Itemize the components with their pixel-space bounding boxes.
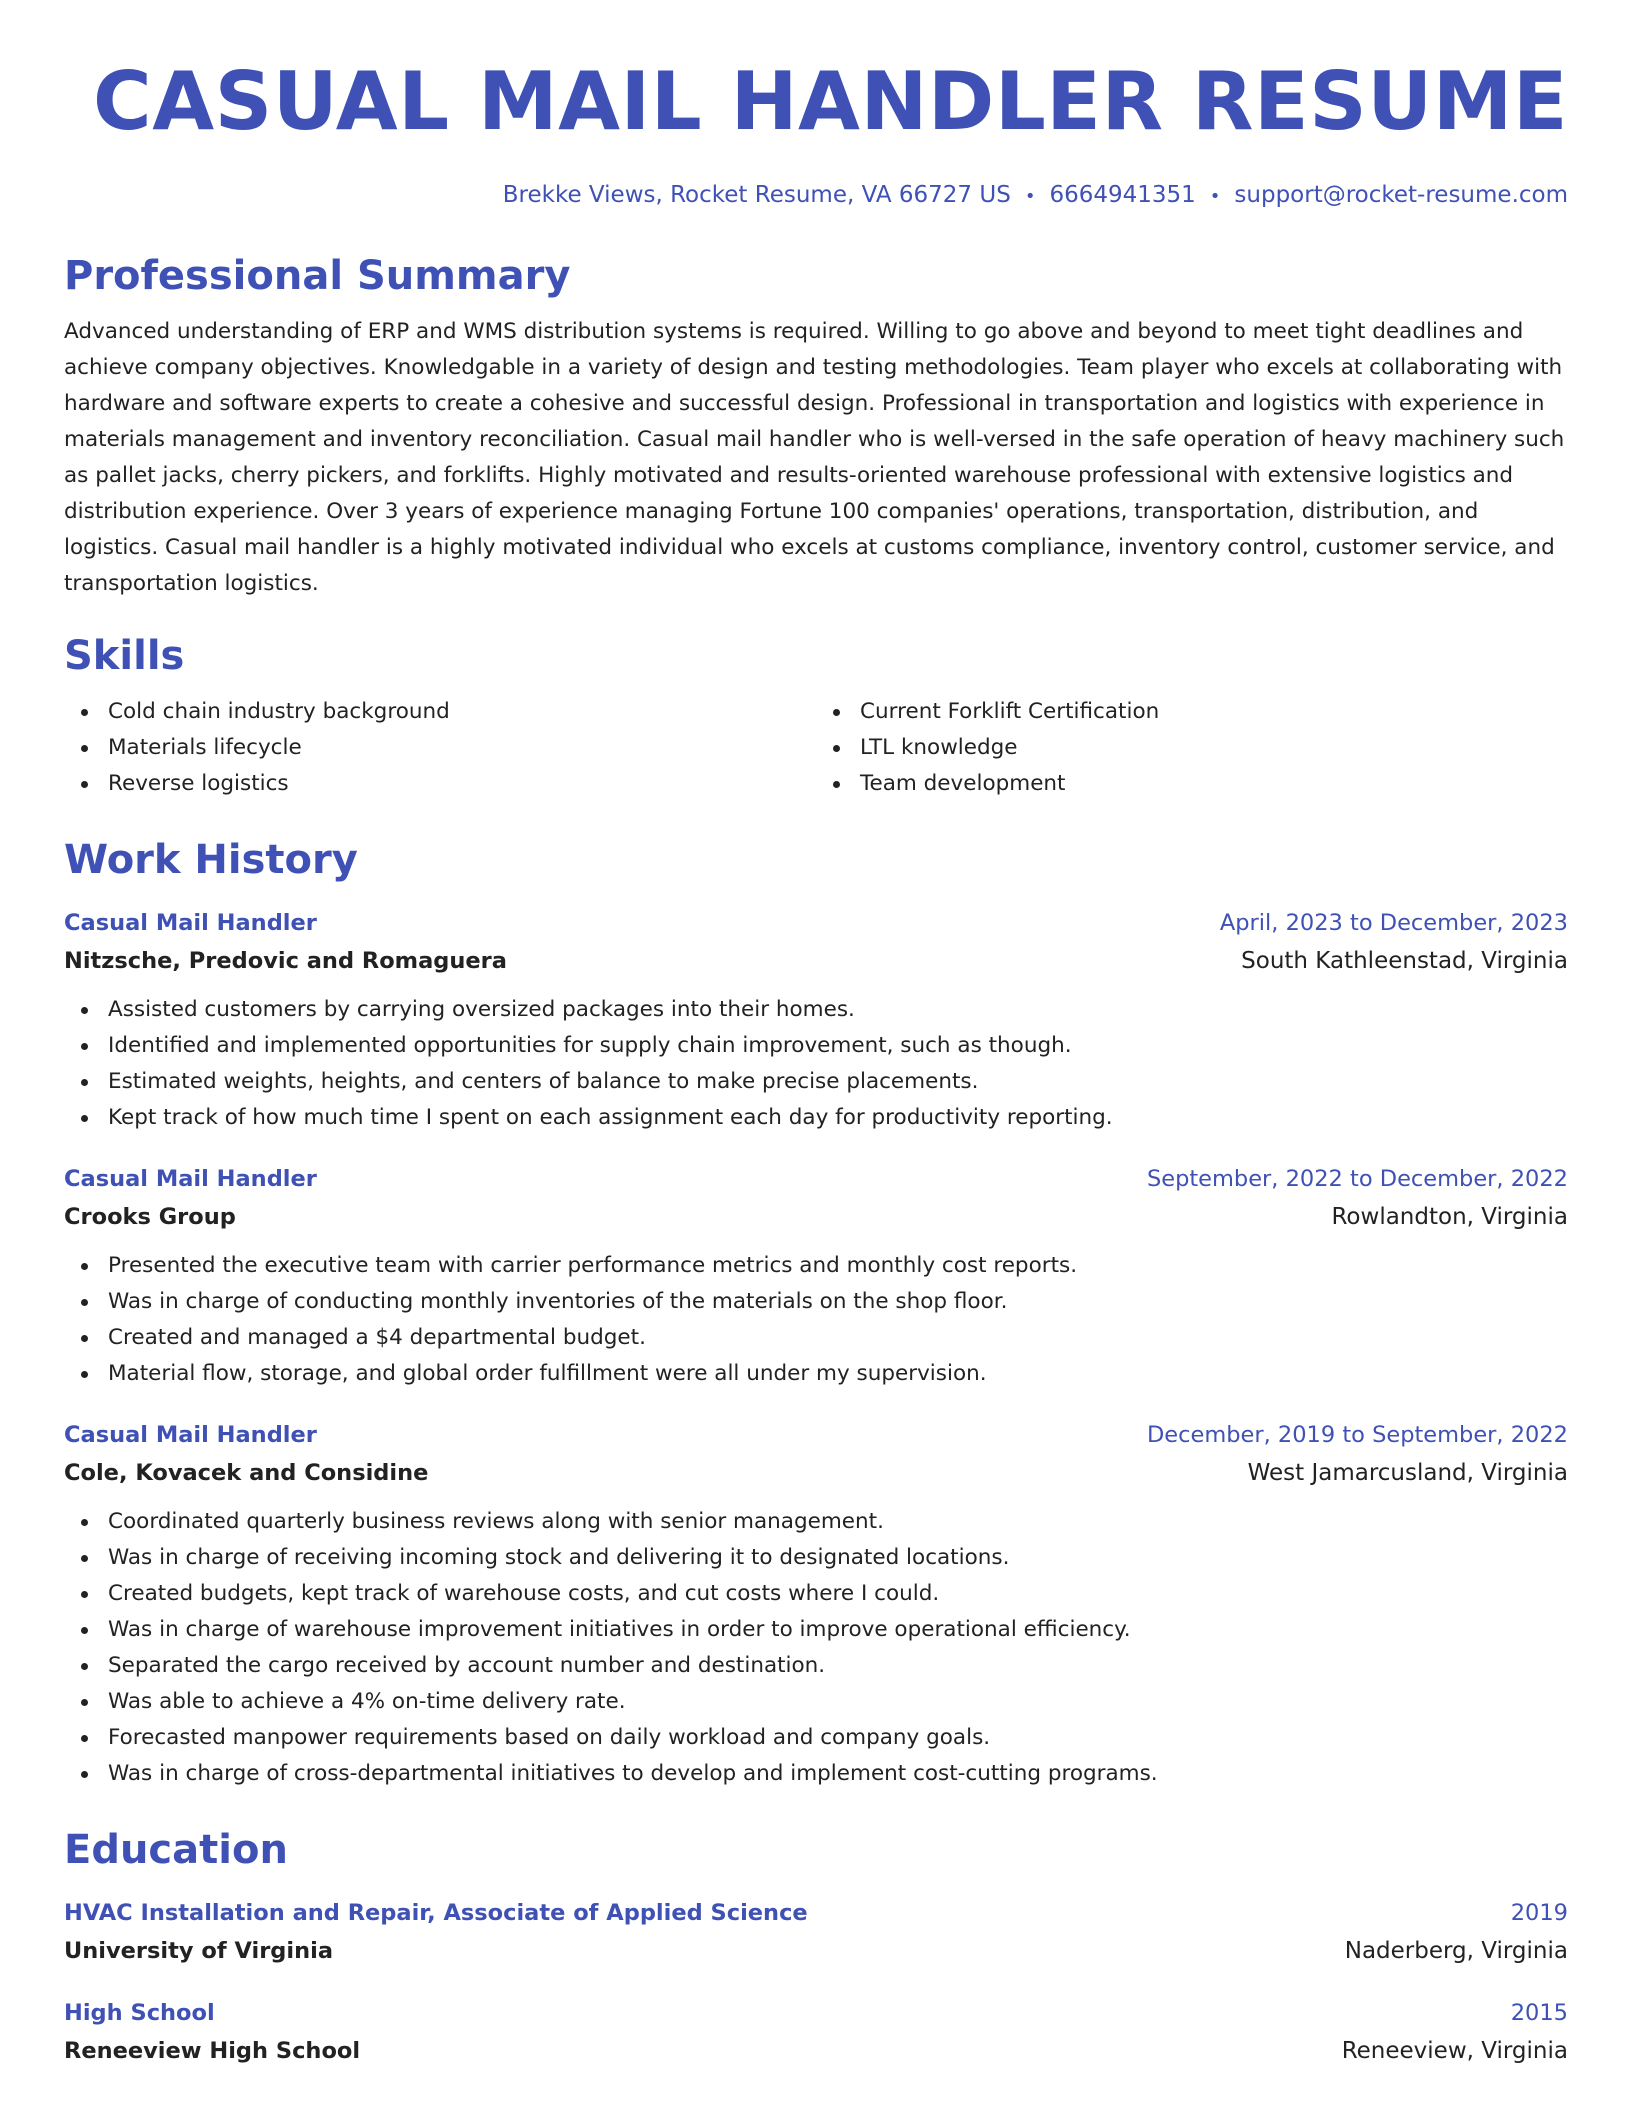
contact-line [64, 180, 1568, 212]
job-bullet: Created and managed a $4 departmental budget. [64, 1320, 1568, 1356]
education-entry [64, 1894, 1568, 1970]
job-dates: September, 2022 to December, 2022 [1146, 1166, 1568, 1192]
job-title: Casual Mail Handler [64, 1166, 317, 1192]
job-bullet: Was in charge of receiving incoming stock and delivering it to designated locations. [64, 1540, 1568, 1576]
section-title-education: Education [64, 1827, 288, 1873]
resume-title: CASUAL MAIL HANDLER RESUME [93, 55, 1568, 148]
education-entry [64, 1994, 1568, 2070]
job-title: Casual Mail Handler [64, 910, 317, 936]
job-dates: April, 2023 to December, 2023 [1219, 910, 1568, 936]
job-bullet: Assisted customers by carrying oversized packages into their homes. [64, 992, 1568, 1028]
job-bullet: Material flow, storage, and global order fulfillment were all under my supervision. [64, 1356, 1568, 1392]
job-bullet: Presented the executive team with carrier performance metrics and monthly cost reports. [64, 1248, 1568, 1284]
job-bullet: Kept track of how much time I spent on each assignment each day for productivity reporting. [64, 1100, 1568, 1136]
section-title-work-history: Work History [64, 837, 358, 883]
education-degree: High School [64, 2000, 215, 2026]
job-bullet: Was able to achieve a 4% on-time delivery rate. [64, 1684, 1568, 1720]
education-school: University of Virginia [64, 1938, 334, 1964]
education-school: Reneeview High School [64, 2038, 361, 2064]
education-year: 2015 [1510, 2000, 1568, 2026]
job-entry [64, 1416, 1568, 1792]
job-bullet: Separated the cargo received by account number and destination. [64, 1648, 1568, 1684]
job-bullets [64, 992, 1568, 1136]
job-company: Cole, Kovacek and Considine [64, 1460, 429, 1486]
job-bullet: Coordinated quarterly business reviews along with senior management. [64, 1504, 1568, 1540]
job-bullet: Forecasted manpower requirements based on daily workload and company goals. [64, 1720, 1568, 1756]
job-bullet: Was in charge of conducting monthly inventories of the materials on the shop floor. [64, 1284, 1568, 1320]
education-year: 2019 [1510, 1900, 1568, 1926]
contact-separator: • [1024, 186, 1036, 207]
contact-separator: • [1209, 186, 1221, 207]
skill-item: Current Forklift Certification [816, 694, 1568, 730]
job-company: Crooks Group [64, 1204, 236, 1230]
skill-item: Team development [816, 766, 1568, 802]
contact-email[interactable]: support@rocket-resume.com [1234, 182, 1568, 208]
job-bullet: Was in charge of cross-departmental initiatives to develop and implement cost-cutting programs. [64, 1756, 1568, 1792]
skill-item: Reverse logistics [64, 766, 816, 802]
skill-item: Cold chain industry background [64, 694, 816, 730]
job-title: Casual Mail Handler [64, 1422, 317, 1448]
skills-column-right [816, 694, 1568, 802]
section-title-summary: Professional Summary [64, 253, 571, 299]
education-location: Naderberg, Virginia [1344, 1938, 1568, 1964]
contact-phone: 6664941351 [1049, 182, 1196, 208]
job-bullet: Was in charge of warehouse improvement initiatives in order to improve operational efficiency. [64, 1612, 1568, 1648]
education-degree: HVAC Installation and Repair, Associate of Applied Science [64, 1900, 808, 1926]
job-bullets [64, 1504, 1568, 1792]
job-bullet: Estimated weights, heights, and centers of balance to make precise placements. [64, 1064, 1568, 1100]
skills-list [64, 694, 1568, 802]
job-location: Rowlandton, Virginia [1331, 1204, 1568, 1230]
contact-address: Brekke Views, Rocket Resume, VA 66727 US [502, 182, 1011, 208]
skill-item: Materials lifecycle [64, 730, 816, 766]
job-location: South Kathleenstad, Virginia [1241, 948, 1568, 974]
skills-column-left [64, 694, 816, 802]
job-location: West Jamarcusland, Virginia [1247, 1460, 1568, 1486]
job-dates: December, 2019 to September, 2022 [1146, 1422, 1568, 1448]
summary-text: Advanced understanding of ERP and WMS distribution systems is required. Willing to go above and beyond to meet tight deadlines and achieve company objectives. Knowledgable in a variety of design and testing methodologies. Team player who excels at collaborating with hardware and software experts to create a cohesive and successful design. Professional in transportation and logistics with experience in materials management and inventory reconciliation. Casual mail handler who is well-versed in the safe operation of heavy machinery such as pallet jacks, cherry pickers, and forklifts. Highly motivated and results-oriented warehouse professional with extensive logistics and distribution experience. Over 3 years of experience managing Fortune 100 companies' operations, transportation, distribution, and logistics. Casual mail handler is a highly motivated individual who excels at customs compliance, inventory control, customer service, and transportation logistics. [64, 319, 1565, 596]
job-bullet: Created budgets, kept track of warehouse costs, and cut costs where I could. [64, 1576, 1568, 1612]
job-bullets [64, 1248, 1568, 1392]
section-title-skills: Skills [64, 633, 185, 679]
skill-item: LTL knowledge [816, 730, 1568, 766]
education-location: Reneeview, Virginia [1341, 2038, 1568, 2064]
job-entry [64, 1160, 1568, 1392]
job-entry [64, 904, 1568, 1136]
job-bullet: Identified and implemented opportunities for supply chain improvement, such as though. [64, 1028, 1568, 1064]
job-company: Nitzsche, Predovic and Romaguera [64, 948, 507, 974]
